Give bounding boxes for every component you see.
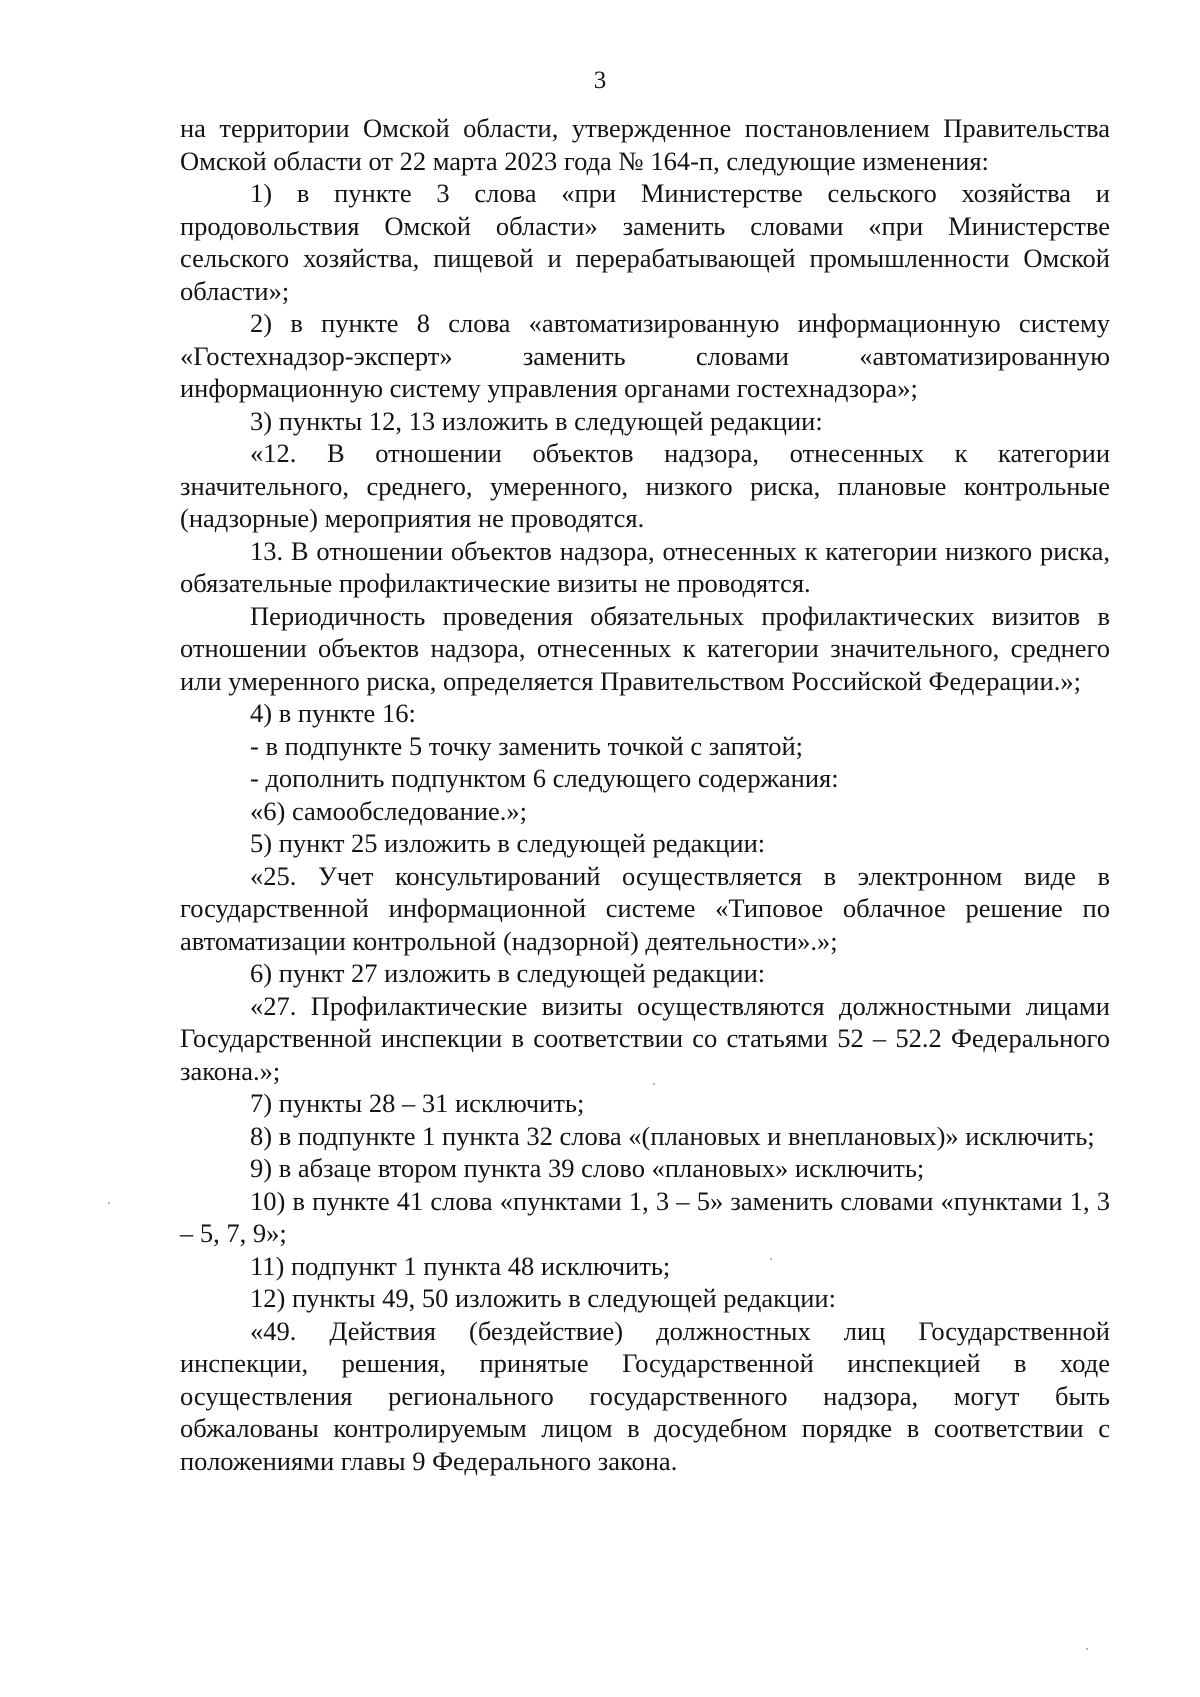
scan-speck (1086, 1648, 1088, 1650)
paragraph: 8) в подпункте 1 пункта 32 слова «(плановых и внеплановых)» исключить; (250, 1120, 1095, 1151)
paragraph: на территории Омской области, утвержденное постановлением Правительства Омской области от 22 марта 2023 года № 164-п, следующие изменения: (180, 113, 1110, 176)
paragraph: 7) пункты 28 – 31 исключить; (250, 1088, 585, 1118)
paragraph: 10) в пункте 41 слова «пунктами 1, 3 – 5» заменить словами «пунктами 1, 3 – 5, 7, 9»; (180, 1185, 1110, 1248)
paragraph: 11) подпункт 1 пункта 48 исключить; (250, 1250, 671, 1281)
paragraph: Периодичность проведения обязательных профилактических визитов в отношении объектов надзора, отнесенных к категории значительного, среднего или умеренного риска, определяется Правительством Российской Федерации.»; (180, 600, 1110, 696)
paragraph: 6) пункт 27 изложить в следующей редакции: (250, 958, 766, 988)
paragraph: 9) в абзаце втором пункта 39 слово «плановых» исключить; (250, 1153, 925, 1183)
paragraph: «49. Действия (бездействие) должностных лиц Государственной инспекции, решения, принятые Государственной инспекцией в ходе осуществления регионального государственного надзора, могут быть обжалованы контролируемым лицом в досудебном порядке в соответствии с положениями главы 9 Федерального закона. (180, 1315, 1110, 1476)
paragraph: 1) в пункте 3 слова «при Министерстве сельского хозяйства и продовольствия Омской области» заменить словами «при Министерстве сельского хозяйства, пищевой и перерабатывающей промышленности Омской области»; (180, 178, 1110, 306)
paragraph: «12. В отношении объектов надзора, отнесенных к категории значительного, среднего, умеренного, низкого риска, плановые контрольные (надзорные) мероприятия не проводятся. (180, 438, 1110, 533)
paragraph: 12) пункты 49, 50 изложить в следующей редакции: (250, 1283, 836, 1313)
paragraph: 3) пункты 12, 13 изложить в следующей редакции: (250, 405, 823, 436)
paragraph: «25. Учет консультирований осуществляется в электронном виде в государственной информационной системе «Типовое облачное решение по автоматизации контрольной (надзорной) деятельности».»; (180, 860, 1110, 956)
document-body (180, 112, 1110, 1477)
paragraph: 5) пункт 25 изложить в следующей редакции: (250, 828, 766, 858)
page-number: 3 (593, 67, 607, 94)
paragraph: 4) в пункте 16: (250, 698, 416, 728)
paragraph: «27. Профилактические визиты осуществляются должностными лицами Государственной инспекции в соответствии со статьями 52 – 52.2 Федерального закона.»; (180, 990, 1110, 1086)
paragraph: - в подпункте 5 точку заменить точкой с запятой; (250, 730, 804, 761)
scan-speck (108, 1202, 110, 1204)
paragraph: - дополнить подпунктом 6 следующего содержания: (250, 763, 839, 793)
scan-speck (770, 1258, 772, 1260)
scan-speck (653, 1083, 655, 1085)
paragraph: 13. В отношении объектов надзора, отнесенных к категории низкого риска, обязательные профилактические визиты не проводятся. (180, 535, 1110, 598)
paragraph: «6) самообследование.»; (250, 795, 527, 826)
paragraph: 2) в пункте 8 слова «автоматизированную информационную систему «Гостехнадзор-эксперт» заменить словами «автоматизированную информационную систему управления органами гостехнадзора»; (180, 308, 1110, 403)
